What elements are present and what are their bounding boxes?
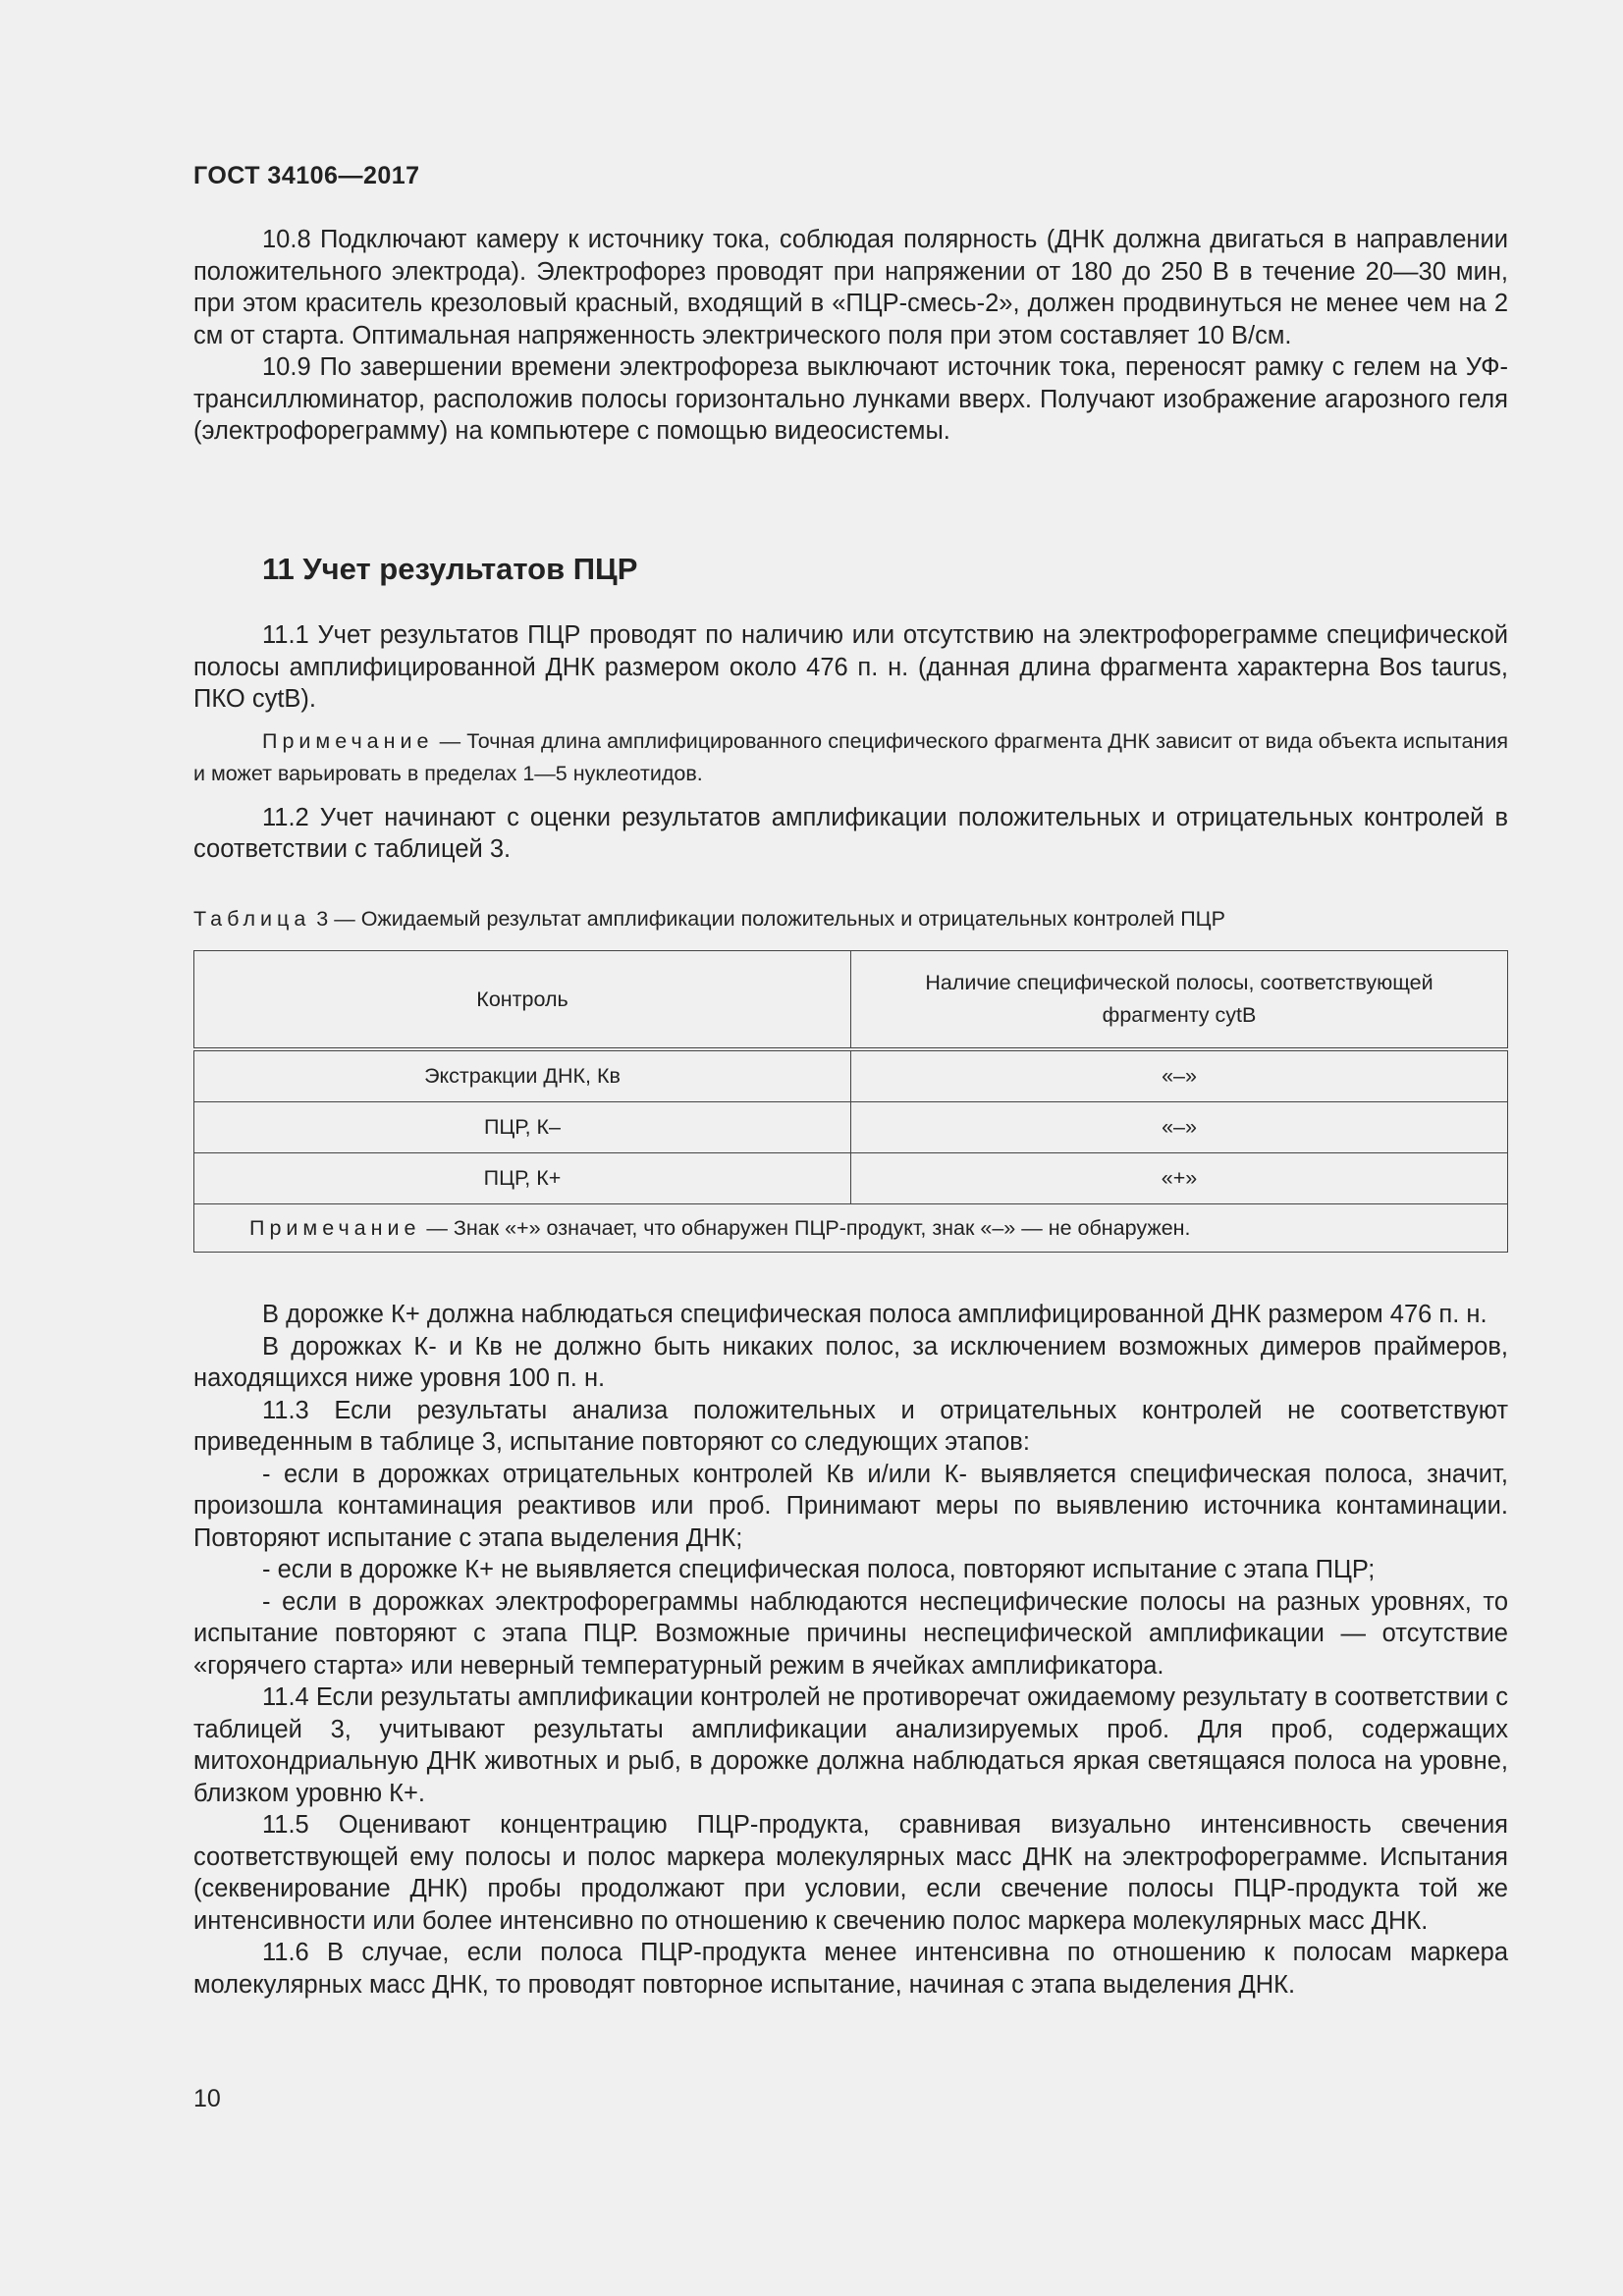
table-3-caption-text: 3 — Ожидаемый результат амплификации положительных и отрицательных контролей ПЦР [310, 907, 1225, 931]
paragraph-11-2: 11.2 Учет начинают с оценки результатов амплификации положительных и отрицательных контролей в соответствии с таблицей 3. [193, 803, 1508, 863]
paragraph-10-9: 10.9 По завершении времени электрофореза выключают источник тока, переносят рамку с гелем на УФ-трансиллюминатор, расположив полосы горизонтально лунками вверх. Получают изображение агарозного геля (электрофореграмму) на компьютере с помощью видеосистемы. [193, 353, 1508, 445]
table-row [194, 1049, 1508, 1102]
table-note [194, 1204, 1508, 1253]
cell-control: Экстракции ДНК, Кв [194, 1049, 851, 1102]
cell-result: «–» [851, 1049, 1508, 1102]
table-3 [193, 950, 1508, 1253]
header-presence-line2: фрагменту cytB [1102, 1003, 1257, 1027]
paragraph-11-1: 11.1 Учет результатов ПЦР проводят по наличию или отсутствию на электрофореграмме специфической полосы амплифицированной ДНК размером около 476 п. н. (данная длина фрагмента характерна Bos taurus, ПКО cytB). [193, 621, 1508, 713]
table-note-text: — Знак «+» означает, что обнаружен ПЦР-продукт, знак «–» — не обнаружен. [420, 1215, 1191, 1240]
paragraph-11-3: 11.3 Если результаты анализа положительных и отрицательных контролей не соответствуют приведенным в таблице 3, испытание повторяют со следующих этапов: [193, 1396, 1508, 1456]
cell-result: «+» [851, 1153, 1508, 1204]
header-presence [851, 951, 1508, 1050]
paragraph-10-8: 10.8 Подключают камеру к источнику тока, соблюдая полярность (ДНК должна двигаться в направлении положительного электрода). Электрофорез проводят при напряжении от 180 до 250 В в течение 20—30 мин, при этом краситель крезоловый красный, входящий в «ПЦР-смесь-2», должен продвинуться не менее чем на 2 см от старта. Оптимальная напряженность электрического поля при этом составляет 10 В/см. [193, 226, 1508, 349]
standard-header: ГОСТ 34106—2017 [193, 162, 420, 189]
table-row [194, 1153, 1508, 1204]
page-number: 10 [193, 2085, 221, 2112]
paragraph-k-plus: В дорожке К+ должна наблюдаться специфическая полоса амплифицированной ДНК размером 476 п. н. [262, 1301, 1488, 1328]
section-11-results [193, 1299, 1508, 2001]
note-1-text: — Точная длина амплифицированного специфического фрагмента ДНК зависит от вида объекта испытания и может варьировать в пределах 1—5 нуклеотидов. [193, 728, 1508, 785]
section-10-text [193, 224, 1508, 448]
table-note-label: Примечание [249, 1215, 421, 1240]
note-1-label: Примечание [262, 728, 434, 753]
paragraph-11-6: 11.6 В случае, если полоса ПЦР-продукта менее интенсивна по отношению к полосам маркера молекулярных масс ДНК, то проводят повторное испытание, начиная с этапа выделения ДНК. [193, 1939, 1508, 1999]
paragraph-11-4: 11.4 Если результаты амплификации контролей не противоречат ожидаемому результату в соответствии с таблицей 3, учитывают результаты амплификации анализируемых проб. Для проб, содержащих митохондриальную ДНК животных и рыб, в дорожке должна наблюдаться яркая светящаяся полоса на уровне, близком уровню К+. [193, 1683, 1508, 1807]
note-1 [193, 725, 1508, 790]
table-3-caption-label: Таблица [193, 907, 311, 931]
cell-control: ПЦР, К– [194, 1102, 851, 1153]
section-11-intro [193, 619, 1508, 866]
table-row [194, 1102, 1508, 1153]
section-11-title: 11 Учет результатов ПЦР [262, 552, 638, 586]
paragraph-k-minus: В дорожках К- и Кв не должно быть никаких полос, за исключением возможных димеров праймеров, находящихся ниже уровня 100 п. н. [193, 1332, 1508, 1392]
paragraph-11-5: 11.5 Оценивают концентрацию ПЦР-продукта, сравнивая визуально интенсивность свечения соответствующей ему полосы и полос маркера молекулярных масс ДНК на электрофореграмме. Испытания (секвенирование ДНК) пробы продолжают при условии, если свечение полосы ПЦР-продукта той же интенсивности или более интенсивно по отношению к свечению полос маркера молекулярных масс ДНК. [193, 1811, 1508, 1935]
cell-result: «–» [851, 1102, 1508, 1153]
list-item: - если в дорожках электрофореграммы наблюдаются неспецифические полосы на разных уровнях, то испытание повторяют с этапа ПЦР. Возможные причины неспецифической амплификации — отсутствие «горячего старта» или неверный температурный режим в ячейках амплификатора. [193, 1587, 1508, 1680]
cell-control: ПЦР, К+ [194, 1153, 851, 1204]
table-note-row [194, 1204, 1508, 1253]
header-control: Контроль [194, 951, 851, 1050]
list-item: - если в дорожке К+ не выявляется специфическая полоса, повторяют испытание с этапа ПЦР; [262, 1556, 1376, 1583]
header-presence-line1: Наличие специфической полосы, соответствующей [925, 971, 1434, 994]
table-3-caption [193, 907, 1225, 932]
list-item: - если в дорожках отрицательных контролей Кв и/или К- выявляется специфическая полоса, значит, произошла контаминация реактивов или проб. Принимают меры по выявлению источника контаминации. Повторяют испытание с этапа выделения ДНК; [193, 1460, 1508, 1552]
table-header-row [194, 951, 1508, 1050]
